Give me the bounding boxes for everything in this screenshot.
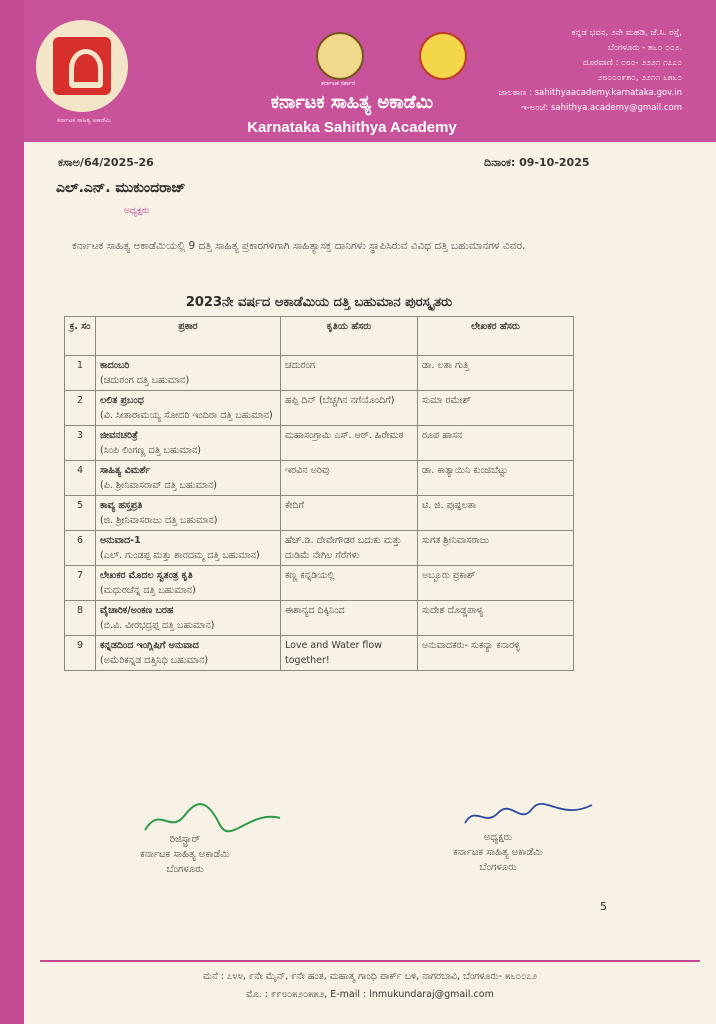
author-name: ಸುಗತ ಶ್ರೀನಿವಾಸರಾಜು — [422, 535, 490, 546]
academy-english-title: Karnataka Sahithya Academy — [247, 119, 457, 136]
author-name: ರೂಪ ಹಾಸನ — [422, 430, 463, 441]
cell-author — [418, 531, 574, 566]
cell-category — [96, 461, 281, 496]
president-org: ಕರ್ನಾಟಕ ಸಾಹಿತ್ಯ ಅಕಾಡೆಮಿ — [453, 847, 543, 858]
cell-serial — [65, 356, 96, 391]
table-row — [65, 566, 574, 601]
letterhead — [24, 0, 716, 142]
government-emblem-icon — [316, 32, 364, 80]
registrar-block — [110, 832, 260, 877]
category-name: ಅನುವಾದ-1 — [100, 535, 141, 546]
work-title: ಹಪ್ಪಿ ದಿನ್ (ಬೆಚ್ಚಗಿನ ನಗೆಯೊಂದಿಗೆ) — [285, 395, 395, 406]
cell-category — [96, 391, 281, 426]
work-title: ಮಹಾಸಂಗ್ರಾಮಿ ಎಸ್. ಆರ್. ಹಿರೇಮಠ — [285, 430, 404, 441]
table-title: 2023ನೇ ವರ್ಷದ ಅಕಾಡೆಮಿಯ ದತ್ತಿ ಬಹುಮಾನ ಪುರಸ್ಕೃತರು — [185, 295, 453, 310]
cell-author — [418, 496, 574, 531]
cell-work — [281, 391, 418, 426]
work-title: Love and Water flow together! — [285, 640, 382, 666]
author-name: ಅಬ್ಬೂರು ಪ್ರಕಾಶ್ — [422, 570, 476, 581]
serial-number: 2 — [76, 395, 84, 406]
cell-author — [418, 566, 574, 601]
cell-author — [418, 636, 574, 671]
table-header-row — [65, 317, 574, 356]
cell-serial — [65, 496, 96, 531]
address-line: ಇ-ಅಂಚೆ: sahithya.academy@gmail.com — [521, 103, 682, 113]
work-title: ಕಣ್ಣ ಕನ್ನಡಿಯಲ್ಲಿ — [285, 570, 335, 581]
cell-category — [96, 531, 281, 566]
footer — [40, 968, 700, 1004]
registrar-title: ರಿಜಿಸ್ಟ್ರಾರ್ — [169, 834, 201, 845]
cell-serial — [65, 636, 96, 671]
work-title: ಕೇದಿಗೆ — [285, 500, 305, 511]
category-name: ಕಾವ್ಯ ಹಸ್ತಪ್ರತಿ — [100, 500, 143, 511]
author-name: ಸುದೇಶ ದೊಡ್ಡಪಾಳ್ಯ — [422, 605, 484, 616]
table-row — [65, 496, 574, 531]
cell-author — [418, 601, 574, 636]
serial-number: 4 — [76, 465, 84, 476]
address-line: ೨೮೦೦೦೯೫೦, ೨೨೧೧ ೬೫೬೦ — [597, 73, 682, 83]
serial-number: 3 — [76, 430, 84, 441]
serial-number: 6 — [76, 535, 84, 546]
cell-work — [281, 566, 418, 601]
endowment-name: (ಎಲ್. ಗುಂಡಪ್ಪ ಮತ್ತು ಶಾರದಮ್ಮ ದತ್ತಿ ಬಹುಮಾನ) — [100, 550, 260, 561]
serial-number: 7 — [76, 570, 84, 581]
cell-author — [418, 356, 574, 391]
cell-serial — [65, 601, 96, 636]
registrar-org: ಕರ್ನಾಟಕ ಸಾಹಿತ್ಯ ಅಕಾಡೆಮಿ — [140, 849, 230, 860]
emblem-caption: ಕರ್ನಾಟಕ ಸರ್ಕಾರ — [320, 80, 356, 87]
endowment-name: (ಚದುರಂಗ ದತ್ತಿ ಬಹುಮಾನ) — [100, 375, 190, 386]
author-name: ಅನುವಾದಕರು- ಸುಕನ್ಯಾ ಕನಾರಳ್ಳಿ — [422, 640, 520, 651]
endowment-name: (ಅಮೆರಿಕನ್ನಡ ದತ್ತಿನಿಧಿ ಬಹುಮಾನ) — [100, 655, 209, 666]
header-serial: ಕ್ರ. ಸಂ — [65, 317, 96, 356]
cell-serial — [65, 426, 96, 461]
header-category: ಪ್ರಕಾರ — [96, 317, 281, 356]
author-name: ಟಿ. ಜಿ. ಪುಷ್ಪಲತಾ — [422, 500, 477, 511]
work-title: ಇರವಿನ ಅರಿವು — [285, 465, 330, 476]
president-signature — [460, 795, 600, 835]
serial-number: 1 — [76, 360, 84, 371]
header-work: ಕೃತಿಯ ಹೆಸರು — [281, 317, 418, 356]
address-line: ಜಾಲತಾಣ : sahithyaacademy.karnataka.gov.in — [498, 88, 682, 98]
serial-number: 8 — [76, 605, 84, 616]
author-name: ಸುಮಾ ರಮೇಶ್ — [422, 395, 471, 406]
work-title: ಈಶಾನ್ಯದ ದಿಕ್ಕಿನಿಂದ — [285, 605, 345, 616]
category-name: ಕಾದಂಬರಿ — [100, 360, 130, 371]
table-row — [65, 461, 574, 496]
cell-serial — [65, 531, 96, 566]
table-row — [65, 356, 574, 391]
table-row — [65, 636, 574, 671]
cell-work — [281, 426, 418, 461]
header-author: ಲೇಖಕರ ಹೆಸರು — [418, 317, 574, 356]
intro-paragraph: ಕರ್ನಾಟಕ ಸಾಹಿತ್ಯ ಅಕಾಡೆಮಿಯಲ್ಲಿ 9 ದತ್ತಿ ಸಾಹಿತ್ಯ ಪ್ರಕಾರಗಳಿಗಾಗಿ ಸಾಹಿತ್ಯಾಸಕ್ತ ದಾನಿಗಳು ಸ್ಥಾಪಿಸಿರುವ ವಿವಿಧ ದತ್ತಿ ಬಹುಮಾನಗಳ ವಿವರ. — [72, 240, 526, 252]
category-name: ವೈಚಾರಿಕ/ಅಂಕಣ ಬರಹ — [100, 605, 174, 616]
cell-serial — [65, 566, 96, 601]
academy-address — [482, 26, 682, 116]
cell-category — [96, 566, 281, 601]
president-name: ಎಲ್.ಎನ್. ಮುಕುಂದರಾಜ್ — [56, 180, 186, 196]
endowment-name: (ಜಿ. ಶ್ರೀನಿವಾಸರಾಜು ದತ್ತಿ ಬಹುಮಾನ) — [100, 515, 218, 526]
endowment-name: (ವಿ. ಸೀತಾರಾಮಯ್ಯ ಸೋದರಿ ಇಂದಿರಾ ದತ್ತಿ ಬಹುಮಾನ) — [100, 410, 273, 421]
category-name: ಸಾಹಿತ್ಯ ವಿಮರ್ಶೆ — [100, 465, 151, 476]
address-line: ಬೆಂಗಳೂರು - ೫೬೦ ೦೦೨. — [607, 43, 682, 53]
cell-work — [281, 601, 418, 636]
cell-author — [418, 426, 574, 461]
footer-address: ಮನೆ : ೭೪೪, ೯ನೇ ಮೈನ್, ೯ನೇ ಹಂತ, ಮಹಾತ್ಮ ಗಾಂಧಿ ಪಾರ್ಕ್ ಬಳಿ, ನಾಗರಬಾವಿ, ಬೆಂಗಳೂರು- ೫೬೦೦೭೨ — [203, 971, 537, 982]
endowment-name: (ಮಧುರಚೆನ್ನ ದತ್ತಿ ಬಹುಮಾನ) — [100, 585, 196, 596]
cell-work — [281, 496, 418, 531]
address-line: ದೂರವಾಣಿ : ೦೮೦- ೨೨೨೧ ೧೭೭೦ — [583, 58, 682, 68]
cell-category — [96, 636, 281, 671]
karnataka-map-emblem-icon — [419, 32, 467, 80]
footer-divider — [40, 960, 700, 962]
cell-serial — [65, 461, 96, 496]
footer-contact: ಮೊ. : ೯೯೮೦೫೨೦೫೫೨, E-mail : lnmukundaraj@gmail.com — [246, 989, 494, 1000]
letter-date: ದಿನಾಂಕ: 09-10-2025 — [484, 156, 590, 169]
reference-number: ಕಸಾಅ/64/2025-26 — [58, 156, 154, 169]
president-block — [418, 830, 578, 875]
president-sign-title: ಅಧ್ಯಕ್ಷರು — [483, 832, 513, 843]
serial-number: 5 — [76, 500, 84, 511]
table-row — [65, 391, 574, 426]
cell-serial — [65, 391, 96, 426]
cell-category — [96, 356, 281, 391]
president-role: ಅಧ್ಯಕ್ಷರು — [124, 206, 150, 216]
academy-kannada-title: ಕರ್ನಾಟಕ ಸಾಹಿತ್ಯ ಅಕಾಡೆಮಿ — [270, 92, 434, 113]
work-title: ಹೆಚ್.ಡಿ. ದೇವೇಗೌಡರ ಬದುಕು ಮತ್ತು ದುಡಿಮೆ ನೇಗಿಲ ಗೆರೆಗಳು — [285, 535, 402, 561]
left-border-bar — [0, 0, 24, 1024]
endowment-name: (ಪಿ. ಶ್ರೀನಿವಾಸರಾವ್ ದತ್ತಿ ಬಹುಮಾನ) — [100, 480, 217, 491]
cell-category — [96, 601, 281, 636]
author-name: ಡಾ. ಲತಾ ಗುತ್ತಿ — [422, 360, 470, 371]
category-name: ಕನ್ನಡದಿಂದ ಇಂಗ್ಲಿಷಿಗೆ ಅನುವಾದ — [100, 640, 199, 651]
cell-work — [281, 636, 418, 671]
cell-author — [418, 391, 574, 426]
registrar-city: ಬೆಂಗಳೂರು — [166, 864, 204, 875]
table-row — [65, 426, 574, 461]
table-row — [65, 531, 574, 566]
cell-work — [281, 356, 418, 391]
cell-author — [418, 461, 574, 496]
address-line: ಕನ್ನಡ ಭವನ, ೨ನೇ ಮಹಡಿ, ಜೆ.ಸಿ. ರಸ್ತೆ, — [571, 28, 682, 38]
page-number: 5 — [600, 900, 607, 913]
category-name: ಲೇಖಕರ ಮೊದಲ ಸ್ವತಂತ್ರ ಕೃತಿ — [100, 570, 193, 581]
academy-logo — [36, 20, 128, 112]
work-title: ಚದುರಂಗ — [285, 360, 316, 371]
table-row — [65, 601, 574, 636]
category-name: ಲಲಿತ ಪ್ರಬಂಧ — [100, 395, 144, 406]
serial-number: 9 — [76, 640, 84, 651]
author-name: ಡಾ. ಕಾತ್ಯಾಯಿನಿ ಕುಂಜಿಬೆಟ್ಟು — [422, 465, 508, 476]
endowment-name: (ಬಿ.ವಿ. ವೀರಭದ್ರಪ್ಪ ದತ್ತಿ ಬಹುಮಾನ) — [100, 620, 215, 631]
cell-work — [281, 531, 418, 566]
president-city: ಬೆಂಗಳೂರು — [479, 862, 517, 873]
cell-category — [96, 496, 281, 531]
awards-table — [64, 316, 574, 671]
cell-work — [281, 461, 418, 496]
logo-caption: ಕರ್ನಾಟಕ ಸಾಹಿತ್ಯ ಅಕಾಡೆಮಿ — [57, 117, 111, 124]
category-name: ಜೀವನಚರಿತ್ರೆ — [100, 430, 138, 441]
cell-category — [96, 426, 281, 461]
endowment-name: (ಸಿಂಪಿ ಲಿಂಗಣ್ಣ ದತ್ತಿ ಬಹುಮಾನ) — [100, 445, 201, 456]
